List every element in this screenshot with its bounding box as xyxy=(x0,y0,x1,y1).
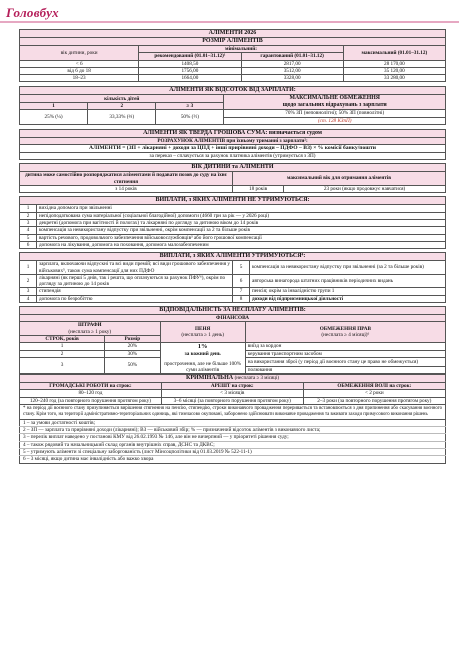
footnote: 6 – 3 місяці, якщо дитина має інвалідність або важко хвора xyxy=(23,456,154,463)
cell: 3512,00 xyxy=(241,67,343,74)
restrictions-subtitle: (несплата ≥ 4 місяці)⁶ xyxy=(321,332,370,339)
penalty-per-day: за кожний день xyxy=(184,351,221,358)
arrest-base: < 3 місяців xyxy=(161,390,303,397)
age-header: вік дитини, роки xyxy=(20,46,139,61)
max-limit-subtitle: щодо загальних відрахувань з зарплати xyxy=(282,102,387,109)
s7-title: ВІДПОВІДАЛЬНІСТЬ ЗА НЕСПЛАТУ АЛІМЕНТІВ: xyxy=(20,307,446,315)
cell: 1408,50 xyxy=(139,60,241,67)
restraint-base: < 2 роки xyxy=(303,390,445,397)
restrictions-header xyxy=(245,322,445,343)
footnote: 2 – ЗП — зарплата та прирівняні доходи (лікарняні); ВЗ — військовий збір; % — призначений відсоток аліментів з виконавчого листа; xyxy=(20,427,446,434)
withheld-table xyxy=(19,252,446,303)
child-age-table xyxy=(19,163,446,193)
penalty-title: ПЕНЯ xyxy=(195,325,211,332)
fine-size: 30% xyxy=(105,350,160,357)
criminal-subtitle: (несплата ≥ 3 місяці) xyxy=(234,376,280,382)
restrictions-title: ОБМЕЖЕННЯ ПРАВ xyxy=(319,325,372,332)
footnote: 5 – утримують аліменти зі спеціальну заборгованість (лист Мінсоцполітики від 01.03.2019 № 522-11-1) xyxy=(20,448,446,455)
list-item: 6 допомога на лікування, допомога на поховання, допомога малозабезпеченим xyxy=(20,241,446,248)
cell: 28 170,00 xyxy=(343,60,445,67)
num: 5 xyxy=(232,261,249,275)
fine-term: 3 xyxy=(20,357,105,373)
cell: 35 120,00 xyxy=(343,67,445,74)
community-work-header: ГРОМАДСЬКІ РОБОТИ на строк: xyxy=(20,383,162,390)
max-header: максимальний (01.01–31.12) xyxy=(343,46,445,61)
not-withheld-table xyxy=(19,196,446,249)
table-row xyxy=(20,75,446,82)
item-text: допомога на лікування, допомога на поховання, допомога малозабезпеченим xyxy=(37,241,446,248)
item-text: декретні (допомога при вагітності й пологах) та лікарняні по догляду за дитиною віком до 14 років xyxy=(37,220,446,227)
age-14: з 14 років xyxy=(20,186,233,193)
gar-header: гарантований (01.01–31.12) xyxy=(241,53,343,60)
fixed-sum-table xyxy=(19,129,446,160)
item-text: пенсія; окрім за інвалідністю групи 1 xyxy=(250,288,446,295)
kids-header: кількість дітей xyxy=(20,95,224,103)
penalty-value: 1% xyxy=(197,343,208,351)
footnote: 4 – також рядовий та начальницький склад органів внутрішніх справ, ДСНС та ДКВС; xyxy=(20,441,446,448)
alimony-size-table xyxy=(19,29,446,82)
community-work-base: 80–120 год xyxy=(20,390,162,397)
num: 7 xyxy=(232,288,249,295)
item-text: вартість речового, продовольчого забезпечення військовослужбовців³ або його грошової компенсації xyxy=(37,234,446,241)
age-18: 18 років xyxy=(233,186,284,193)
criminal-header xyxy=(20,375,446,383)
fine-term: 1 xyxy=(20,343,105,350)
cell: 1664,00 xyxy=(139,75,241,82)
list-item: 5 вартість речового, продовольчого забезпечення військовослужбовців³ або його грошової компенсації xyxy=(20,234,446,241)
footnotes xyxy=(19,420,446,464)
criminal-title: КРИМІНАЛЬНА xyxy=(185,375,234,382)
penalty-subtitle: (несплата ≥ 1 день) xyxy=(181,332,224,339)
criminal-table xyxy=(19,374,446,405)
fines-subtitle: (несплата ≥ 1 року) xyxy=(68,328,112,335)
s5-title: ВИПЛАТИ, з ЯКИХ АЛІМЕНТИ НЕ УТРИМУЮТЬСЯ: xyxy=(20,197,446,205)
s1-title: АЛІМЕНТИ 2026 xyxy=(20,30,446,38)
kids-3: ≥ 3 xyxy=(156,102,224,110)
list-item: 2 непідоподаткована сума матеріальної (соціальної благодійної) допомоги (4660 грн за рік — у 2026 році) xyxy=(20,212,446,219)
table-row xyxy=(20,60,446,67)
fine-size: 50% xyxy=(105,357,160,373)
cell: від 6 до 18 xyxy=(20,67,139,74)
num: 2 xyxy=(20,274,37,288)
document-body xyxy=(19,29,446,464)
arrest-repeat: 3–6 місяці (за повторного порушення протягом року) xyxy=(161,397,303,404)
list-item: 1 вихідна допомога при звільненні xyxy=(20,205,446,212)
min-header: мінімальний: xyxy=(139,46,343,53)
max-limit-value: 70% ЗП (неповнолітні); 50% ЗП (повнолітні) xyxy=(224,110,446,117)
arrest-header: АРЕШТ на строк: xyxy=(161,383,303,390)
penalty-note: прострочення, але не більше 100% суми аліментів xyxy=(164,360,242,373)
percent-table xyxy=(19,86,446,125)
item-text: компенсація за невикористану відпустку при звільненні (за 2 та більше років) xyxy=(250,261,446,275)
term-header: СТРОК, років xyxy=(20,335,105,342)
penalty-body xyxy=(160,343,245,374)
list-item xyxy=(20,288,446,295)
financial-title: ФІНАНСОВА xyxy=(20,315,446,322)
law-article: (ст. 128 КЗпП) xyxy=(224,117,446,124)
fine-size: 20% xyxy=(105,343,160,350)
percent-2: 33,33% (⅓) xyxy=(88,110,156,125)
item-text: зарплата, включаючи відпускні та всі види премій; всі види грошового забезпечення у військових⁵, також сума компенсації для них ПДФО xyxy=(37,261,233,275)
list-item: 4 компенсація за невикористану відпустку при звільненні, окрім компенсації за 2 та більше років xyxy=(20,227,446,234)
cell: 3328,00 xyxy=(241,75,343,82)
s4-title: ВІК ДИТИНИ та АЛІМЕНТИ xyxy=(20,163,446,171)
table-row xyxy=(20,67,446,74)
list-item: 3 декретні (допомога при вагітності й пологах) та лікарняні по догляду за дитиною віком до 14 років xyxy=(20,220,446,227)
restriction-item: полювання xyxy=(245,366,445,373)
max-limit-header xyxy=(224,95,446,110)
restriction-item: керування транспортним засобом xyxy=(245,350,445,357)
num: 4 xyxy=(20,295,37,302)
s2-title: АЛІМЕНТИ ЯК ВІДСОТОК ВІД ЗАРПЛАТИ: xyxy=(20,87,446,95)
formula-note: за переказ – сплачується за рахунок платника аліментів (утримується з ЗП) xyxy=(20,152,446,159)
list-item xyxy=(20,274,446,288)
num: 8 xyxy=(232,295,249,302)
restriction-item: на використання зброї (у період дії воєнного стану це право не обмежується) xyxy=(245,357,445,366)
community-work-repeat: 120–240 год (за повторного порушення протягом року) xyxy=(20,397,162,404)
top-divider xyxy=(0,21,459,23)
s3-title: АЛІМЕНТИ ЯК ТВЕРДА ГРОШОВА СУМА: визначається судом xyxy=(20,130,446,138)
item-text: непідоподаткована сума матеріальної (соціальної благодійної) допомоги (4660 грн за рік — у 2026 році) xyxy=(37,212,446,219)
penalty-header xyxy=(160,322,245,343)
num: 1 xyxy=(20,261,37,275)
fine-term: 2 xyxy=(20,350,105,357)
footnote: 1 – за умови достатності коштів; xyxy=(20,420,446,427)
fines-title: ШТРАФИ xyxy=(77,322,102,329)
age-right-header: максимальний вік для отримання аліментів xyxy=(233,171,446,185)
cell: 2817,00 xyxy=(241,60,343,67)
percent-3: 50% (½) xyxy=(156,110,224,125)
item-text: стипендія xyxy=(37,288,233,295)
age-23: 23 роки (якщо продовжує навчатися) xyxy=(284,186,446,193)
age-left-header: дитина може самостійно розпоряджатися аліментами й подавати позов до суду на їхнє стягнення xyxy=(20,171,233,185)
s1-subtitle: РОЗМІР АЛІМЕНТІВ xyxy=(20,38,446,46)
max-limit-title: МАКСИМАЛЬНЕ ОБМЕЖЕННЯ xyxy=(289,95,380,102)
list-item xyxy=(20,261,446,275)
item-text: доходи від підприємницької діяльності xyxy=(250,295,446,302)
cell: < 6 xyxy=(20,60,139,67)
num: 6 xyxy=(232,274,249,288)
item-text: вихідна допомога при звільненні xyxy=(37,205,446,212)
footnote-star: * на період дії воєнного стану призупиняється вирішення стягнення на пенсію, стипендію, строки виконавчого провадження переривається та встановлюється з дня припинення або скасування воєнного стану. Крім того, на території адміністративно-територіальних одиниць, які тимчасово окуповані, заборонено здійснювати виконавче провадження та вживати заходи примусового виконання рішень xyxy=(19,405,446,420)
s6-title: ВИПЛАТИ, з ЯКИХ АЛІМЕНТИ УТРИМУЮТЬСЯ⁴: xyxy=(20,253,446,261)
item-text: допомога по безробіттю xyxy=(37,295,233,302)
liability-table xyxy=(19,306,446,374)
item-text: лікарняні (як перші 5 днів, так і решта, що оплачуються за рахунок ПФУ⁶), окрім по догляду за дитиною до 14 років xyxy=(37,274,233,288)
restriction-item: виїзд за кордон xyxy=(245,343,445,350)
logo: Головбух xyxy=(6,5,59,20)
cell: 18–23 xyxy=(20,75,139,82)
formula: АЛІМЕНТИ = (ЗП + лікарняні + доходи за ЦПД + інші прирівняні доходи – ПДФО – ВЗ) × % комісії банку/пошти xyxy=(20,145,446,152)
cell: 1756,00 xyxy=(139,67,241,74)
item-text: компенсація за невикористану відпустку при звільненні, окрім компенсації за 2 та більше років xyxy=(37,227,446,234)
footnote: 3 – перелік виплат наведено у постанові КМУ від 26.02.1993 № 146, але він не вичерпний — у пріоритеті рішення суду; xyxy=(20,434,446,441)
size-header: Розмір xyxy=(105,335,160,342)
restraint-repeat: 2–3 роки (за повторного порушення протягом року) xyxy=(303,397,445,404)
item-text: авторська винагорода штатних працівників періодичних видань xyxy=(250,274,446,288)
cell: 33 280,00 xyxy=(343,75,445,82)
percent-1: 25% (¼) xyxy=(20,110,88,125)
kids-2: 2 xyxy=(88,102,156,110)
calc-title: РОЗРАХУНОК АЛІМЕНТІВ при їхньому триманні з зарплати²: xyxy=(20,138,446,145)
fines-header xyxy=(20,322,161,336)
list-item xyxy=(20,295,446,302)
kids-1: 1 xyxy=(20,102,88,110)
num: 3 xyxy=(20,288,37,295)
rec-header: рекомендований (01.01–31.12)¹ xyxy=(139,53,241,60)
restraint-header: ОБМЕЖЕННЯ ВОЛІ на строк: xyxy=(303,383,445,390)
